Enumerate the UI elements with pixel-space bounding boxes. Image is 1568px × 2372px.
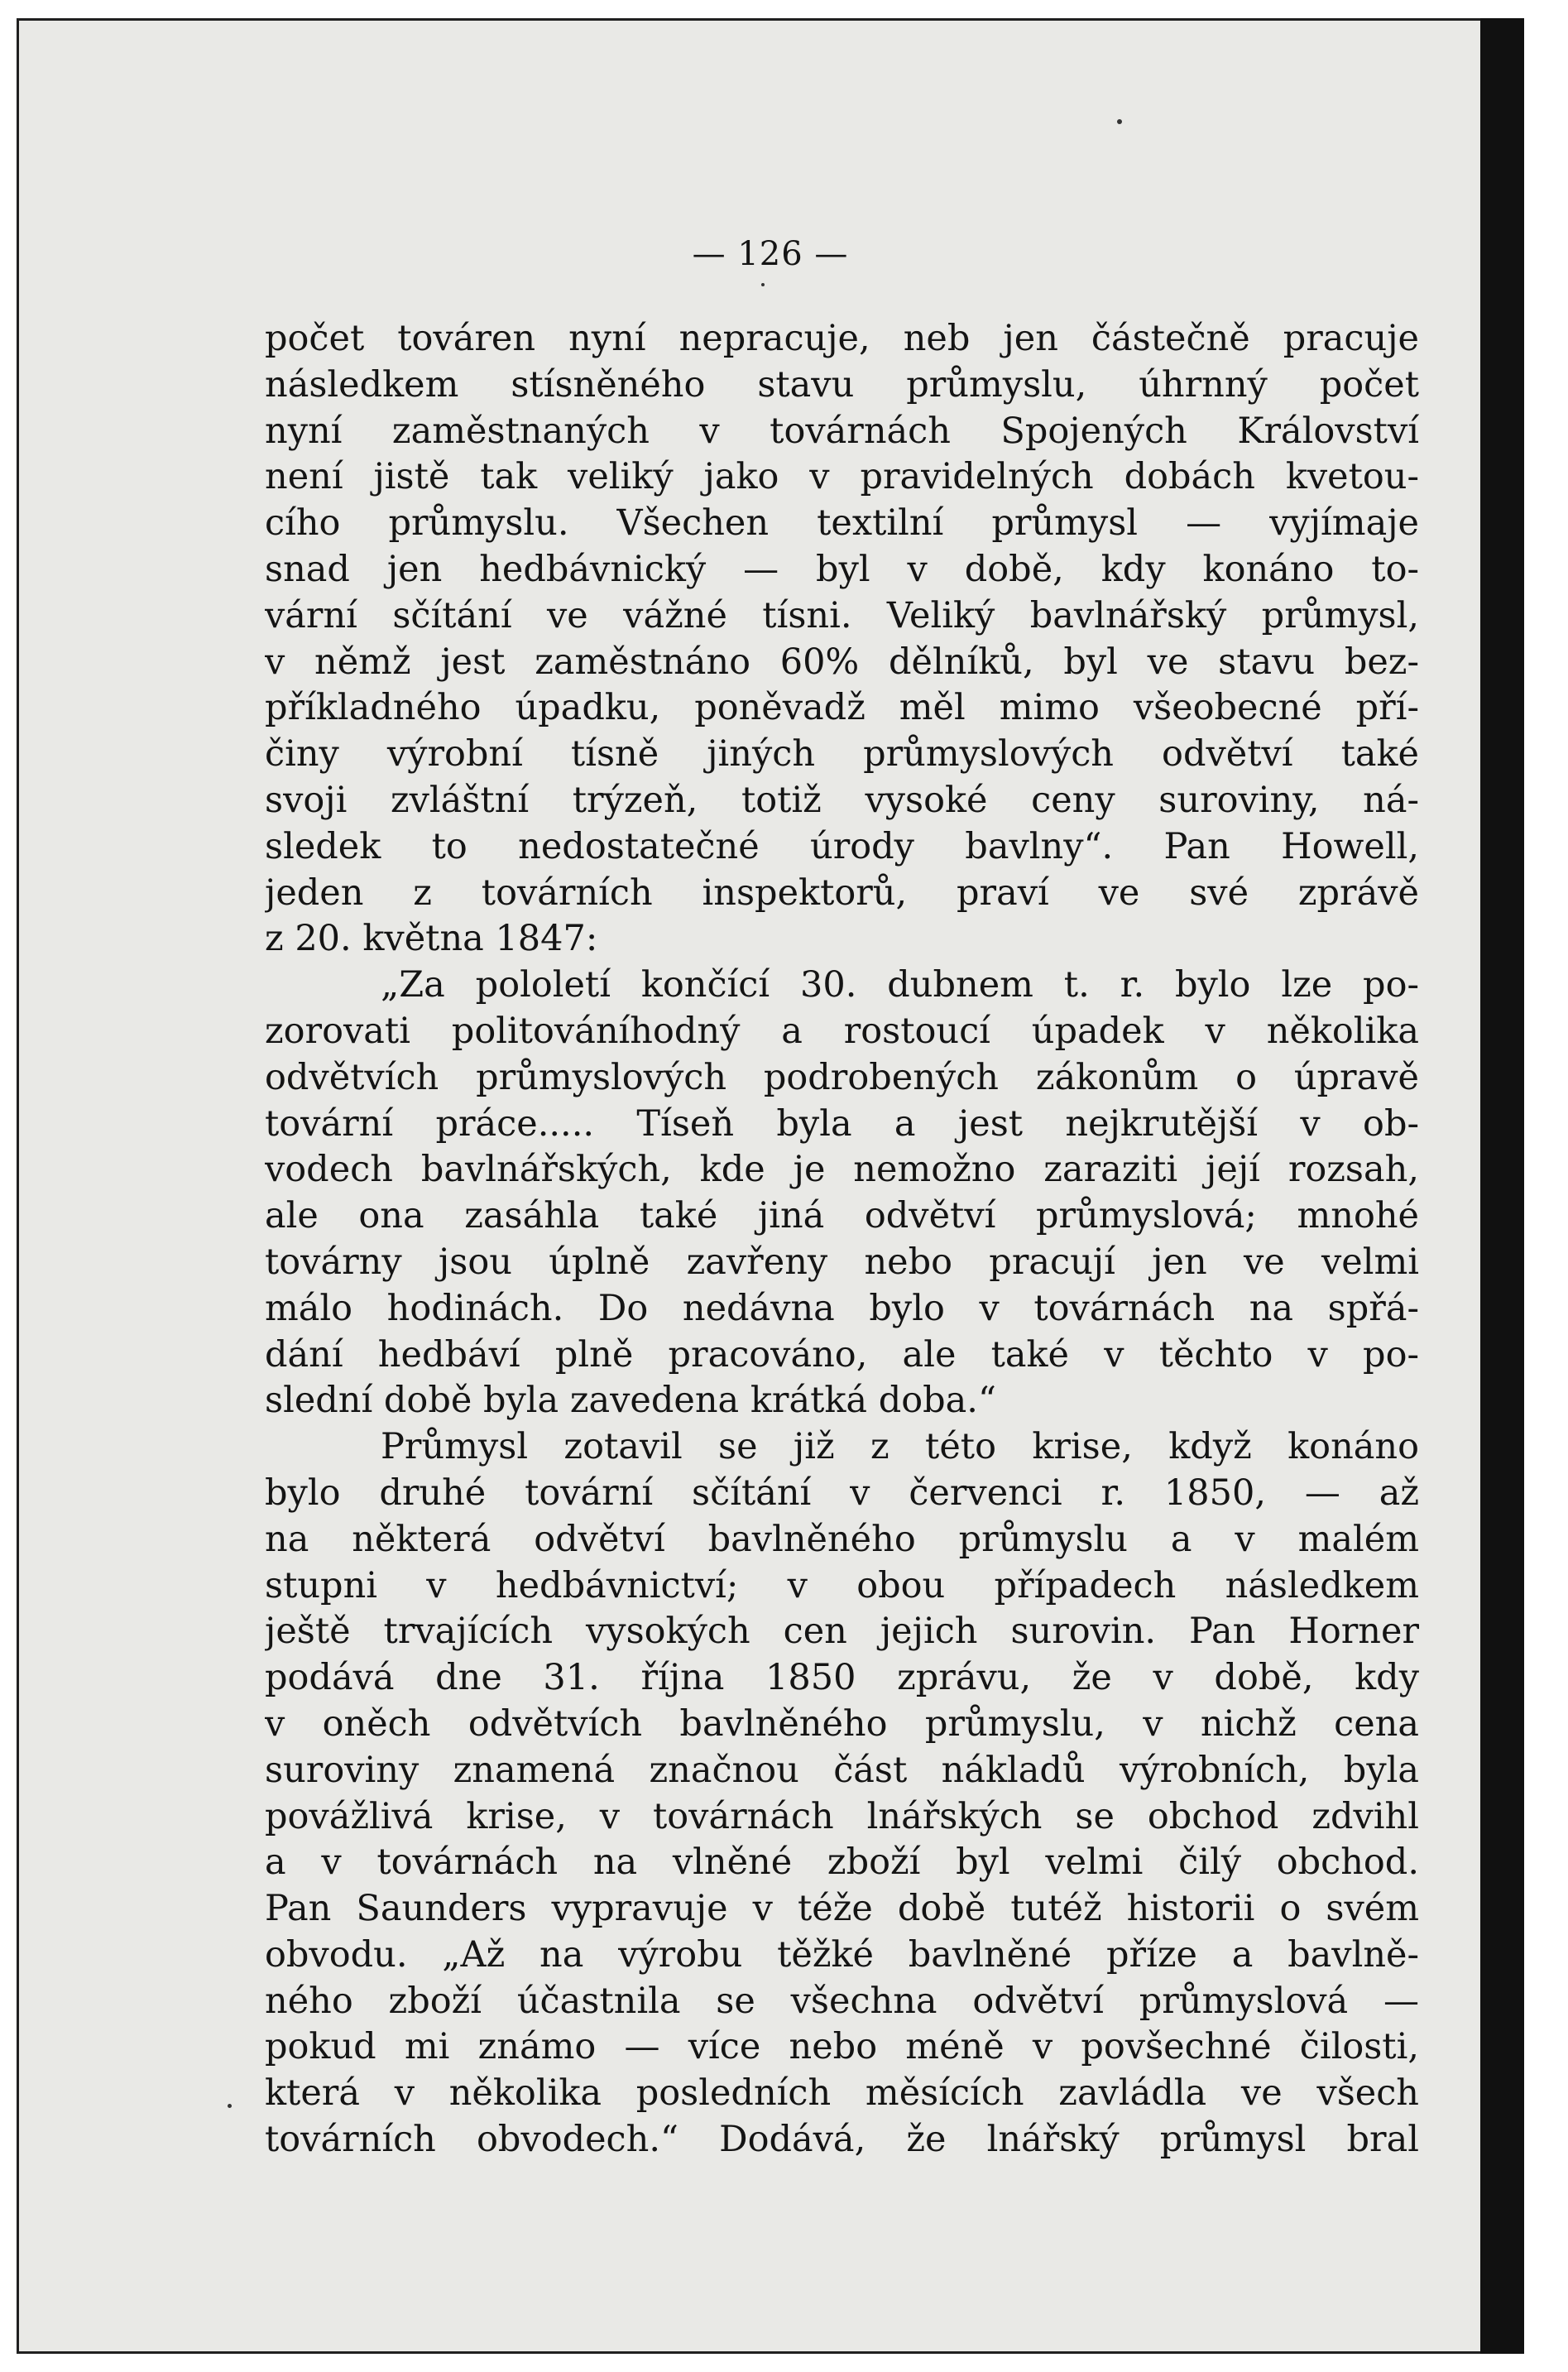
text-line: jeden z továrních inspektorů, praví ve své zprávě [265,871,1419,914]
text-line: málo hodinách. Do nedávna bylo v továrnách na spřá- [265,1287,1419,1329]
text-line: stupni v hedbávnictví; v obou případech následkem [265,1564,1419,1606]
book-page [17,18,1524,2354]
text-line: ného zboží účastnila se všechna odvětví průmyslová — [265,1980,1419,2022]
text-line: „Za pololetí končící 30. dubnem t. r. bylo lze po- [381,964,1419,1006]
scan-speck [228,2104,232,2108]
text-line: bylo druhé tovární sčítání v červenci r. 1850, — až [265,1472,1419,1514]
text-line: továrny jsou úplně zavřeny nebo pracují jen ve velmi [265,1241,1419,1283]
text-line: nyní zaměstnaných v továrnách Spojených Království [265,410,1419,452]
text-line: není jistě tak veliký jako v pravidelných dobách kvetou- [265,456,1419,498]
text-line: svoji zvláštní trýzeň, totiž vysoké ceny suroviny, ná- [265,779,1419,821]
text-line: následkem stísněného stavu průmyslu, úhrnný počet [265,363,1419,406]
text-line: vodech bavlnářských, kde je nemožno zaraziti její rozsah, [265,1149,1419,1191]
text-line: povážlivá krise, v továrnách lnářských se obchod zdvihl [265,1795,1419,1837]
text-line: zorovati politováníhodný a rostoucí úpadek v několika [265,1010,1419,1052]
text-line: vární sčítání ve vážné tísni. Veliký bavlnářský průmysl, [265,594,1419,636]
body-text [265,316,1419,2163]
text-line: příkladného úpadku, poněvadž měl mimo všeobecné pří- [265,687,1419,729]
page-number: — 126 — [692,235,849,273]
text-line: podává dne 31. října 1850 zprávu, že v době, kdy [265,1657,1419,1699]
scan-speck [1117,119,1122,124]
text-line: cího průmyslu. Všechen textilní průmysl — vyjímaje [265,502,1419,545]
text-line: obvodu. „Až na výrobu těžké bavlněné příze a bavlně- [265,1933,1419,1976]
text-line: která v několika posledních měsících zavládla ve všech [265,2072,1419,2115]
text-line: pokud mi známo — více nebo méně v povšechné čilosti, [265,2026,1419,2068]
text-line: činy výrobní tísně jiných průmyslových odvětví také [265,733,1419,775]
text-line: na některá odvětví bavlněného průmyslu a v malém [265,1518,1419,1560]
text-line: Pan Saunders vypravuje v téže době tutéž historii o svém [265,1888,1419,1930]
text-line: ale ona zasáhla také jiná odvětví průmyslová; mnohé [265,1195,1419,1237]
scan-dark-edge [1480,18,1524,2354]
text-line: suroviny znamená značnou část nákladů výrobních, byla [265,1749,1419,1791]
text-line: dání hedbáví plně pracováno, ale také v těchto v po- [265,1333,1419,1376]
text-line: Průmysl zotavil se již z této krise, když konáno [381,1426,1419,1468]
text-line: snad jen hedbávnický — byl v době, kdy konáno to- [265,548,1419,590]
text-line: odvětvích průmyslových podrobených zákonům o úpravě [265,1056,1419,1098]
text-line: z 20. května 1847: [265,918,598,960]
text-line: ještě trvajících vysokých cen jejich surovin. Pan Horner [265,1611,1419,1653]
text-line: počet továren nyní nepracuje, neb jen částečně pracuje [265,318,1419,359]
scan-speck [761,283,765,286]
text-line: továrních obvodech.“ Dodává, že lnářský průmysl bral [265,2119,1419,2161]
text-line: a v továrnách na vlněné zboží byl velmi čilý obchod. [265,1841,1419,1884]
text-line: v němž jest zaměstnáno 60% dělníků, byl ve stavu bez- [265,641,1419,683]
text-line: sledek to nedostatečné úrody bavlny“. Pan Howell, [265,825,1419,867]
text-line: v oněch odvětvích bavlněného průmyslu, v nichž cena [265,1702,1419,1745]
text-line: slední době byla zavedena krátká doba.“ [265,1380,996,1422]
text-line: tovární práce..... Tíseň byla a jest nejkrutější v ob- [265,1102,1419,1145]
